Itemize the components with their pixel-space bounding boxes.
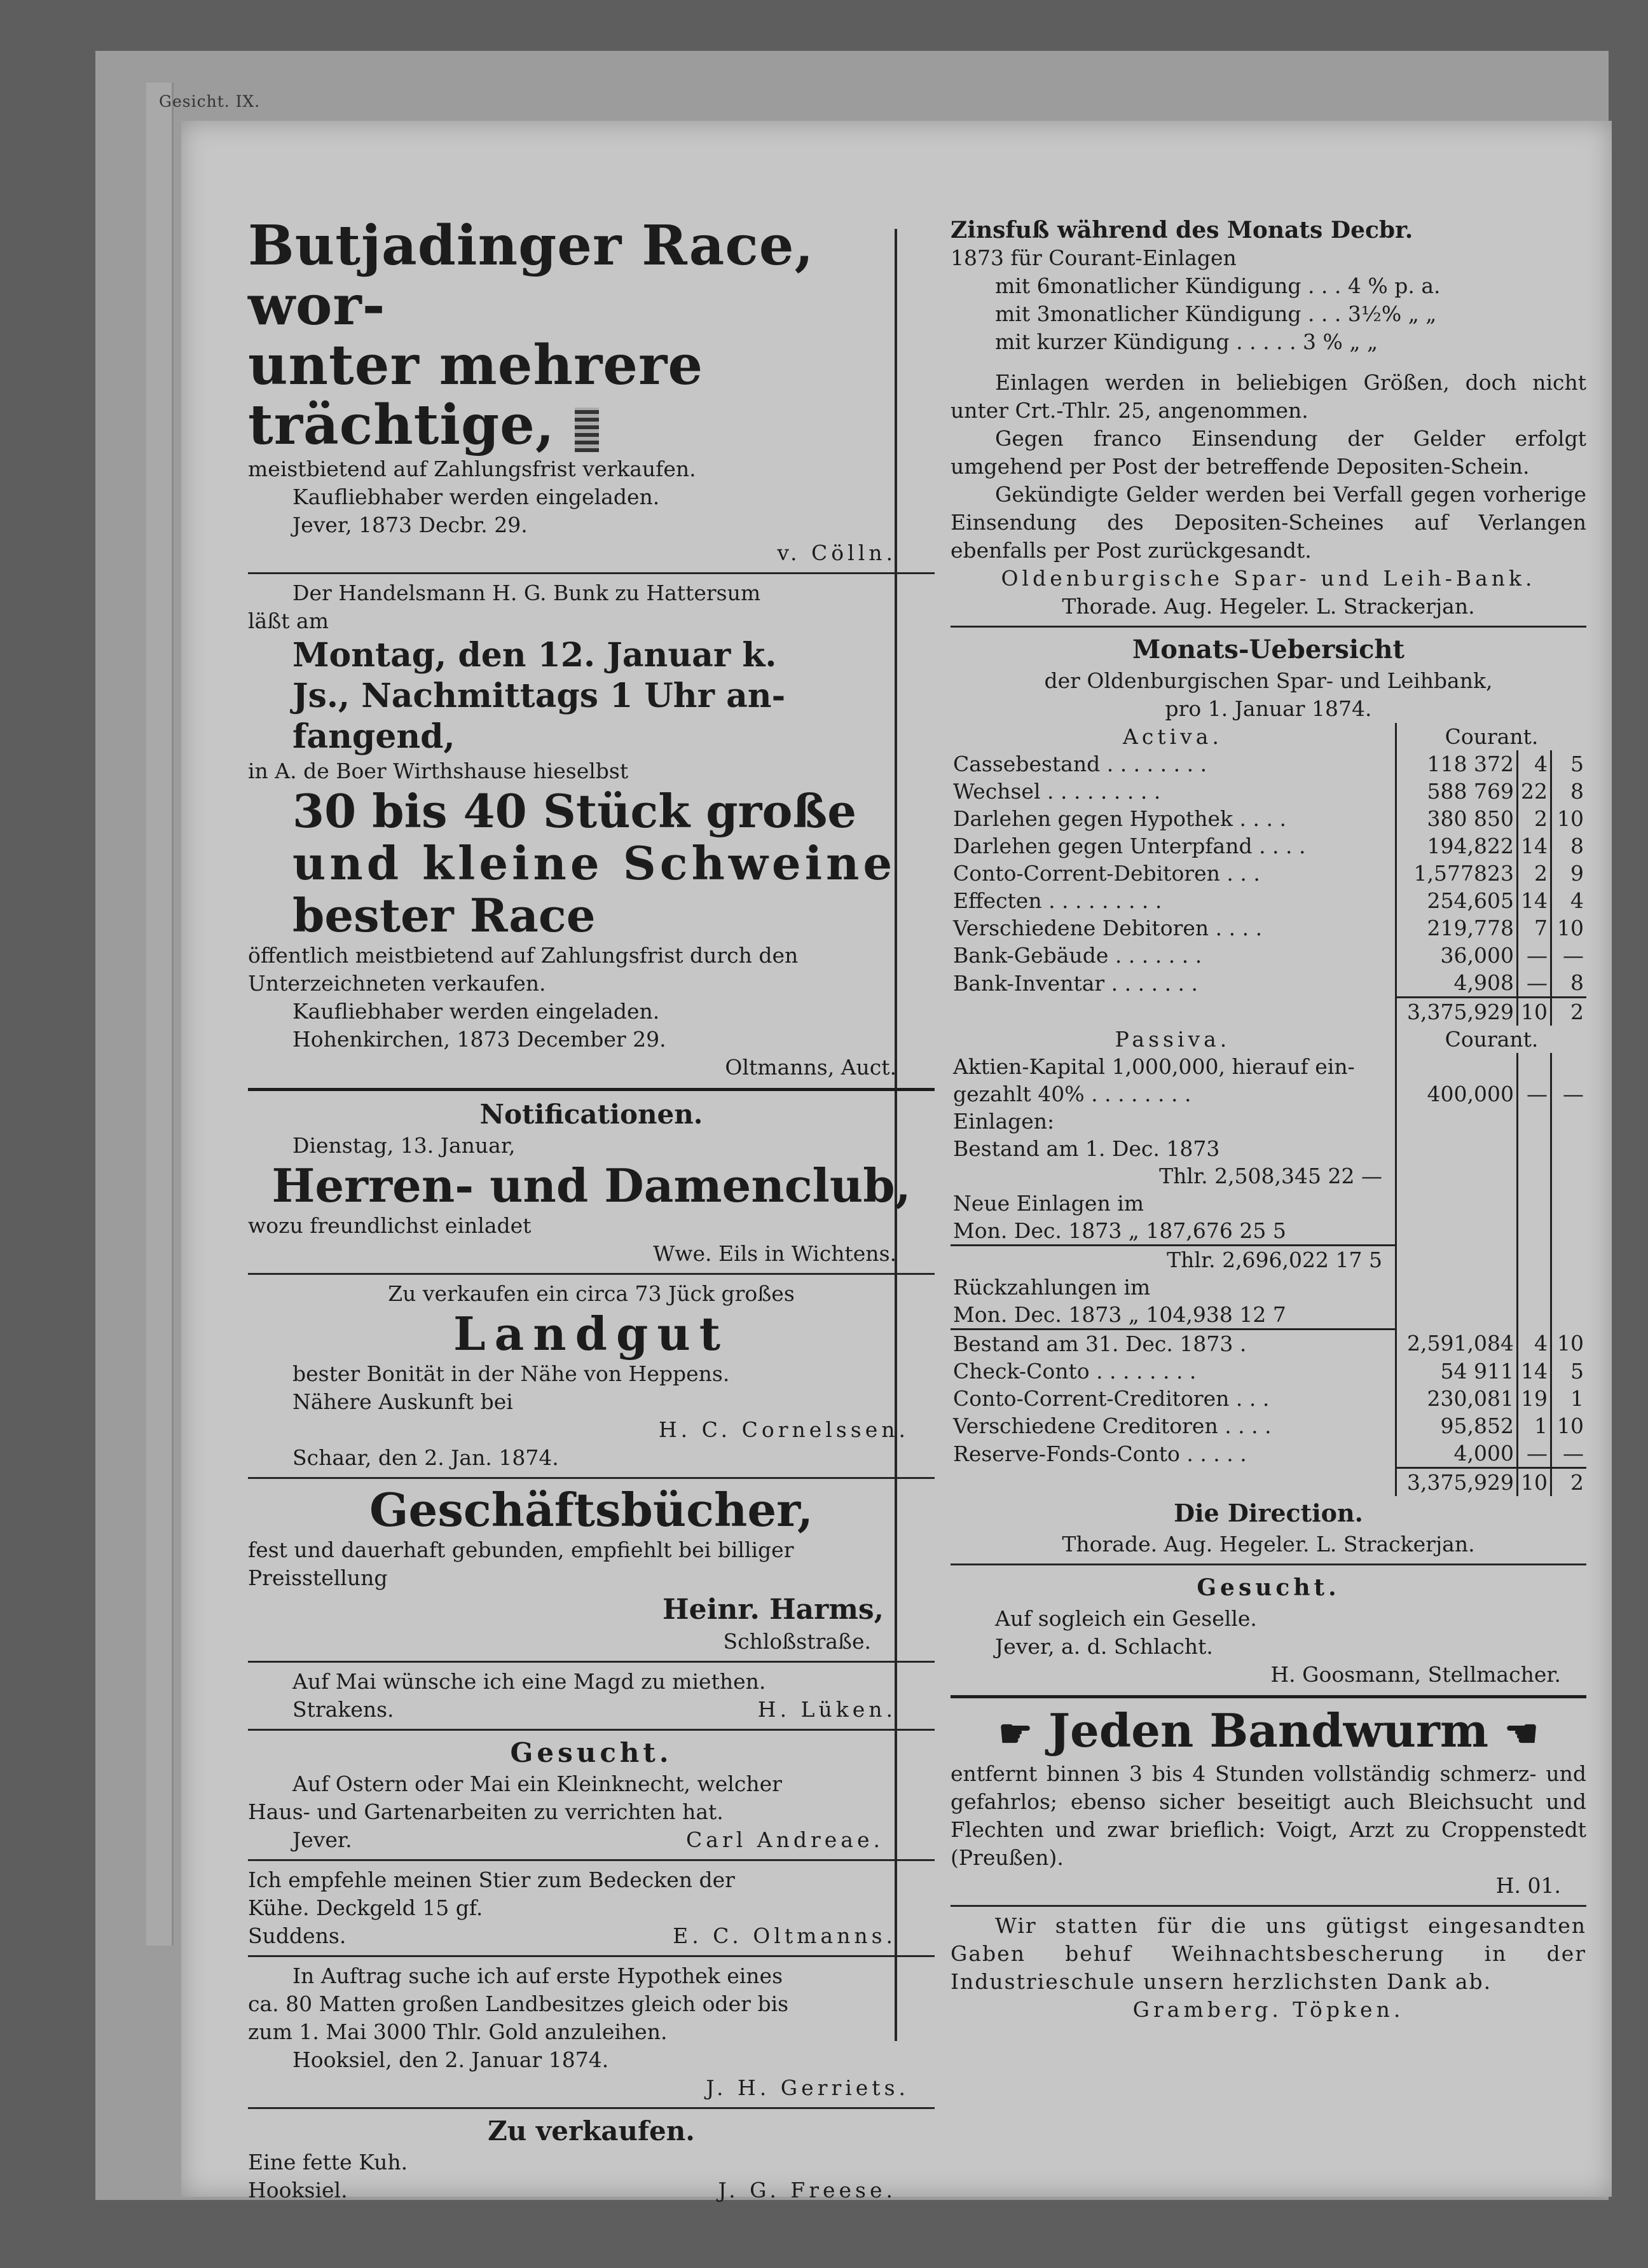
- table-row: [951, 887, 1586, 914]
- table-amount: 118 372: [1396, 750, 1518, 778]
- table-amount: 95,852: [1396, 1412, 1518, 1440]
- ad-text: wozu freundlichst einladet: [248, 1213, 532, 1238]
- divider: [951, 1905, 1586, 1907]
- report-subtitle: der Oldenburgischen Spar- und Leihbank,: [1044, 668, 1493, 693]
- table-label: Bank-Inventar . . . . . . .: [953, 970, 1198, 996]
- right-column: [951, 216, 1586, 2024]
- divider: [248, 1661, 935, 1663]
- notice-text: Gekündigte Gelder werden bei Verfall gegen vorherige Einsendung des Depositen-Scheines auf Verlangen ebenfalls per Post zurückgesandt.: [951, 482, 1586, 563]
- report-title: Monats-Uebersicht: [1132, 635, 1404, 664]
- bank-name: Oldenburgische Spar- und Leih-Bank.: [1001, 566, 1536, 591]
- ad-landgut: [248, 1280, 935, 1472]
- table-label: Aktien-Kapital 1,000,000, hierauf ein-: [953, 1054, 1355, 1079]
- notice-text: Wir statten für die uns gütigst eingesandten Gaben behuf Weihnachtsbescherung in der Industrieschule unsern herzlichsten Dank ab.: [951, 1913, 1586, 1994]
- ad-text: Schloßstraße.: [723, 1629, 871, 1654]
- ad-text: Haus- und Gartenarbeiten zu verrichten hat.: [248, 1799, 724, 1824]
- ad-schweine: [248, 579, 935, 1082]
- ad-text: Dienstag, 13. Januar,: [292, 1133, 516, 1158]
- ad-text: Jever, 1873 Decbr. 29.: [292, 512, 528, 537]
- report-date: pro 1. Januar 1874.: [1165, 696, 1372, 721]
- ad-place: Strakens.: [292, 1697, 394, 1722]
- table-row: [951, 832, 1586, 860]
- ad-text: fest und dauerhaft gebunden, empfiehlt bei billiger: [248, 1537, 794, 1562]
- ad-text: Nähere Auskunft bei: [292, 1389, 513, 1414]
- table-silver: —: [1518, 969, 1551, 998]
- table-amount: 254,605: [1396, 887, 1518, 914]
- table-label: Effecten . . . . . . . . .: [953, 888, 1162, 913]
- section-title: Notificationen.: [479, 1099, 703, 1130]
- left-column: [248, 216, 935, 2204]
- notice-text: 1873 für Courant-Einlagen: [951, 245, 1237, 270]
- ad-headline: und kleine Schweine: [292, 836, 896, 890]
- table-amount: 219,778: [1396, 914, 1518, 942]
- ad-signature: Heinr. Harms,: [663, 1593, 884, 1626]
- table-silver: 4: [1518, 1330, 1551, 1358]
- ad-signature: E. C. Oltmanns.: [673, 1923, 896, 1948]
- ad-text: Auf sogleich ein Geselle.: [995, 1606, 1257, 1631]
- notice-text: Einlagen werden in beliebigen Größen, doch nicht unter Crt.-Thlr. 25, angenommen.: [951, 370, 1586, 423]
- ad-text: meistbietend auf Zahlungsfrist verkaufen.: [248, 457, 696, 481]
- table-pfennig: 8: [1551, 969, 1587, 998]
- table-silver: 14: [1518, 1357, 1551, 1385]
- table-amount: 400,000: [1396, 1080, 1518, 1108]
- ad-text: Kühe. Deckgeld 15 gf.: [248, 1895, 483, 1920]
- section-title: Zu verkaufen.: [488, 2115, 695, 2147]
- zinsfuss-notice: [951, 216, 1586, 621]
- ad-title: Butjadinger Race, wor-: [248, 214, 814, 338]
- table-pfennig: 10: [1551, 1412, 1587, 1440]
- table-row: [951, 1412, 1586, 1440]
- ad-hypothek: [248, 1962, 935, 2102]
- ad-signature: J. G. Freese.: [718, 2178, 896, 2203]
- notice-signature: Gramberg. Töpken.: [1132, 1997, 1404, 2022]
- ad-text: Auf Mai wünsche ich eine Magd zu miethen.: [292, 1669, 766, 1694]
- ad-text: Auf Ostern oder Mai ein Kleinknecht, welcher: [292, 1771, 782, 1796]
- ad-signature: H. Lüken.: [757, 1697, 896, 1722]
- table-silver: 4: [1518, 750, 1551, 778]
- table-row: [951, 1440, 1586, 1468]
- ad-place: Hooksiel.: [248, 2178, 348, 2203]
- newspaper-page: [181, 121, 1612, 2203]
- ad-text: In Auftrag suche ich auf erste Hypothek eines: [292, 1963, 783, 1988]
- table-amount: 36,000: [1396, 942, 1518, 969]
- table-amount: 230,081: [1396, 1385, 1518, 1412]
- ad-text: Ich empfehle meinen Stier zum Bedecken der: [248, 1867, 735, 1892]
- divider: [951, 1695, 1586, 1698]
- table-label: Darlehen gegen Hypothek . . . .: [953, 806, 1286, 831]
- table-silver: 19: [1518, 1385, 1551, 1412]
- ad-geselle: [951, 1570, 1586, 1689]
- divider: [248, 2107, 935, 2109]
- table-label: Rückzahlungen im: [953, 1275, 1151, 1300]
- table-pfennig: 10: [1551, 914, 1587, 942]
- table-amount: 4,000: [1396, 1440, 1518, 1468]
- rate-row: mit 3monatlicher Kündigung . . . 3½% „ „: [995, 301, 1437, 326]
- table-pfennig: 4: [1551, 887, 1587, 914]
- table-label: Conto-Corrent-Creditoren . . .: [953, 1386, 1270, 1411]
- rate-row: mit kurzer Kündigung . . . . . 3 % „ „: [995, 329, 1378, 354]
- activa-total-row: 3,375,929 10 2: [951, 998, 1586, 1026]
- ad-date: Hooksiel, den 2. Januar 1874.: [292, 2047, 609, 2072]
- ad-date: Schaar, den 2. Jan. 1874.: [292, 1445, 559, 1470]
- table-label: Mon. Dec. 1873 „ 187,676 25 5: [951, 1217, 1396, 1246]
- ad-headline: Landgut: [453, 1307, 729, 1361]
- table-subtotal: Thlr. 2,696,022 17 5: [1167, 1247, 1382, 1272]
- table-label: Wechsel . . . . . . . . .: [953, 779, 1161, 804]
- table-pfennig: 10: [1551, 1330, 1587, 1358]
- table-pfennig: 8: [1551, 778, 1587, 805]
- table-label: Verschiedene Creditoren . . . .: [953, 1413, 1272, 1438]
- table-label: Cassebestand . . . . . . . .: [953, 752, 1207, 776]
- ad-text: ca. 80 Matten großen Landbesitzes gleich oder bis: [248, 1991, 789, 2016]
- ad-date: Montag, den 12. Januar k.: [292, 636, 777, 675]
- table-row: [951, 969, 1586, 998]
- direction-signature: Thorade. Aug. Hegeler. L. Strackerjan.: [1062, 1532, 1475, 1557]
- ad-butjadinger: [248, 216, 935, 567]
- table-row: [951, 860, 1586, 887]
- table-silver: 7: [1518, 914, 1551, 942]
- table-amount: 588 769: [1396, 778, 1518, 805]
- ad-headline: Geschäftsbücher,: [369, 1483, 813, 1537]
- divider: [248, 1955, 935, 1957]
- ad-signature: Oltmanns, Auct.: [725, 1055, 896, 1080]
- courant-heading: Courant.: [1396, 723, 1587, 750]
- ad-bandwurm: [951, 1705, 1586, 1900]
- ad-geschaeftsbuecher: [248, 1484, 935, 1656]
- ad-text: Preisstellung: [248, 1565, 388, 1590]
- ad-text: Kaufliebhaber werden eingeladen.: [292, 999, 660, 1024]
- ad-code: H. 01.: [1495, 1873, 1561, 1898]
- ad-signature: Carl Andreae.: [686, 1827, 884, 1852]
- table-label: Mon. Dec. 1873 „ 104,938 12 7: [951, 1301, 1396, 1330]
- table-silver: —: [1518, 942, 1551, 969]
- table-amount: 194,822: [1396, 832, 1518, 860]
- table-label: Neue Einlagen im: [953, 1191, 1144, 1216]
- ad-signature: J. H. Gerriets.: [706, 2075, 909, 2100]
- ad-text: Zu verkaufen ein circa 73 Jück großes: [388, 1281, 795, 1306]
- section-title: Gesucht.: [510, 1737, 673, 1768]
- ad-text: Der Handelsmann H. G. Bunk zu Hattersum: [292, 581, 761, 605]
- ad-text: Kaufliebhaber werden eingeladen.: [292, 485, 660, 509]
- table-label: Bank-Gebäude . . . . . . .: [953, 943, 1202, 968]
- ad-place: Jever.: [292, 1827, 352, 1852]
- table-label: Bestand am 31. Dec. 1873 .: [953, 1331, 1247, 1356]
- table-row: [951, 805, 1586, 832]
- table-pfennig: —: [1551, 1440, 1587, 1468]
- ad-stier: [248, 1866, 935, 1950]
- table-silver: 1: [1518, 1412, 1551, 1440]
- table-label: Check-Conto . . . . . . . .: [953, 1359, 1197, 1384]
- ad-text: entfernt binnen 3 bis 4 Stunden vollständig schmerz- und gefahrlos; ebenso sicher beseitigt auch Bleichsucht und Flechten und zwar brieflich: Voigt, Arzt zu Croppenstedt (Preußen).: [951, 1761, 1586, 1870]
- passiva-total-row: 3,375,929 10 2: [951, 1468, 1586, 1497]
- pointing-hand-icon: ☛: [998, 1712, 1033, 1756]
- divider: [951, 626, 1586, 628]
- table-row: [951, 750, 1586, 778]
- table-label: Einlagen:: [953, 1109, 1055, 1134]
- ad-date: Js., Nachmittags 1 Uhr an-: [292, 677, 786, 715]
- ad-signature: H. Goosmann, Stellmacher.: [1270, 1662, 1561, 1687]
- notice-title: Zinsfuß während des Monats Decbr.: [951, 217, 1413, 244]
- ad-text: in A. de Boer Wirthshause hieselbst: [248, 759, 629, 783]
- table-pfennig: 8: [1551, 832, 1587, 860]
- table-label: gezahlt 40% . . . . . . . .: [953, 1082, 1191, 1106]
- divider: [248, 1477, 935, 1479]
- table-pfennig: 1: [1551, 1385, 1587, 1412]
- direction-title: Die Direction.: [1174, 1499, 1363, 1527]
- table-row: [951, 1330, 1586, 1358]
- ad-signature: Wwe. Eils in Wichtens.: [653, 1241, 896, 1266]
- table-amount: 4,908: [1396, 969, 1518, 998]
- table-pfennig: 5: [1551, 1357, 1587, 1385]
- monats-uebersicht: [951, 633, 1586, 1558]
- stamp-icon: [575, 408, 599, 452]
- table-amount: 380 850: [1396, 805, 1518, 832]
- corner-label: Gesicht. IX.: [159, 92, 261, 111]
- ad-place: Suddens.: [248, 1923, 347, 1948]
- ad-signature: H. C. Cornelssen.: [658, 1417, 909, 1442]
- divider: [248, 1859, 935, 1861]
- section-title: Gesucht.: [1197, 1574, 1340, 1601]
- pointing-hand-icon: ☚: [1504, 1712, 1539, 1756]
- page-edge: [146, 83, 174, 1946]
- ad-headline: 30 bis 40 Stück große: [292, 784, 857, 838]
- ad-headline: Jeden Bandwurm: [1048, 1703, 1489, 1757]
- courant-heading: Courant.: [1396, 1026, 1587, 1053]
- divider: [248, 1088, 935, 1091]
- table-pfennig: 5: [1551, 750, 1587, 778]
- ad-kuh: [248, 2114, 935, 2204]
- ad-text: bester Bonität in der Nähe von Heppens.: [292, 1361, 730, 1386]
- rate-row: mit 6monatlicher Kündigung . . . 4 % p. a.: [995, 273, 1441, 298]
- table-silver: 14: [1518, 887, 1551, 914]
- notificationen: [248, 1097, 935, 1268]
- table-silver: 22: [1518, 778, 1551, 805]
- table-silver: 2: [1518, 860, 1551, 887]
- ad-title: unter mehrere trächtige,: [248, 333, 704, 457]
- ad-text: Eine fette Kuh.: [248, 2150, 408, 2175]
- activa-table: Activa. Courant. Cassebestand . . . . . . . . 118 372 4 5 Wechsel . . . . . . . . . 588 769 22 8 Darlehen gegen Hypothek . . . . 380 850 2 10 Darlehen gegen Unterpfand . . . . 194,822 14 8 Conto-Corrent-Debitoren . . . 1,577823 2 9 Effecten . . . . . . . . . 254,605 14 4 Verschiedene Debitoren . . . . 219,778 7 10 Bank-Gebäude . . . . . . . 36,000 — — Bank-Inventar . . . . . . . 4,908 — 8 3,375,929 10 2 Passiva. Courant. Aktien-Kapital 1,000,000, hierauf ein- gezahlt 40% . . . . . . . . 400,000 — — Einlagen: Bestand am 1. Dec. 1873 Thlr. 2,508,345 22 — Neue Einlagen im Mon. Dec. 1873 „ 187,676 25 5 Thlr. 2,696,022 17 5 Rückzahlungen im Mon. Dec. 1873 „ 104,938 12 7 Bestand am 31. Dec. 1873 . 2,591,084 4 10 Check-Conto . . . . . . . . 54 911 14 5 Conto-Corrent-Creditoren . . . 230,081 19 1 Verschiedene Creditoren . . . . 95,852 1 10 Reserve-Fonds-Conto . . . . . 4,000 — — 3,375,929 10 2: [951, 723, 1586, 1496]
- table-row: [951, 942, 1586, 969]
- ad-text: zum 1. Mai 3000 Thlr. Gold anzuleihen.: [248, 2019, 668, 2044]
- table-amount: 1,577823: [1396, 860, 1518, 887]
- table-silver: 2: [1518, 805, 1551, 832]
- table-label: Verschiedene Debitoren . . . .: [953, 916, 1263, 940]
- table-row: [951, 914, 1586, 942]
- ad-text: öffentlich meistbietend auf Zahlungsfrist durch den: [248, 943, 799, 968]
- table-amount: 54 911: [1396, 1357, 1518, 1385]
- divider: [951, 1564, 1586, 1565]
- ad-text: Hohenkirchen, 1873 December 29.: [292, 1027, 666, 1052]
- ad-signature: v. Cölln.: [777, 540, 896, 565]
- ad-headline: bester Race: [292, 888, 596, 942]
- passiva-heading: Passiva.: [1115, 1027, 1231, 1052]
- divider: [248, 572, 935, 574]
- table-label: Conto-Corrent-Debitoren . . .: [953, 861, 1260, 886]
- table-label: Reserve-Fonds-Conto . . . . .: [953, 1441, 1247, 1466]
- table-label: Bestand am 1. Dec. 1873: [953, 1136, 1220, 1161]
- divider: [248, 1729, 935, 1731]
- table-row: [951, 778, 1586, 805]
- ad-text: Unterzeichneten verkaufen.: [248, 971, 546, 996]
- table-pfennig: 10: [1551, 805, 1587, 832]
- table-label: Darlehen gegen Unterpfand . . . .: [953, 834, 1306, 858]
- dank-notice: [951, 1912, 1586, 2024]
- ad-kleinknecht: [248, 1736, 935, 1854]
- table-subtotal: Thlr. 2,508,345 22 —: [1159, 1164, 1382, 1188]
- table-amount: 2,591,084: [1396, 1330, 1518, 1358]
- ad-text: läßt am: [248, 608, 329, 633]
- table-pfennig: 9: [1551, 860, 1587, 887]
- ad-magd: [248, 1668, 935, 1724]
- table-silver: 14: [1518, 832, 1551, 860]
- table-pfennig: —: [1551, 942, 1587, 969]
- ad-date: fangend,: [292, 717, 455, 756]
- ad-headline: Herren- und Damenclub,: [271, 1158, 911, 1213]
- ad-text: Jever, a. d. Schlacht.: [995, 1634, 1213, 1659]
- notice-signature: Thorade. Aug. Hegeler. L. Strackerjan.: [1062, 594, 1475, 619]
- table-row: [951, 1357, 1586, 1385]
- activa-heading: Activa.: [1123, 724, 1223, 749]
- divider: [248, 1273, 935, 1275]
- table-row: [951, 1385, 1586, 1412]
- table-silver: —: [1518, 1440, 1551, 1468]
- notice-text: Gegen franco Einsendung der Gelder erfolgt umgehend per Post der betreffende Depositen-Schein.: [951, 426, 1586, 479]
